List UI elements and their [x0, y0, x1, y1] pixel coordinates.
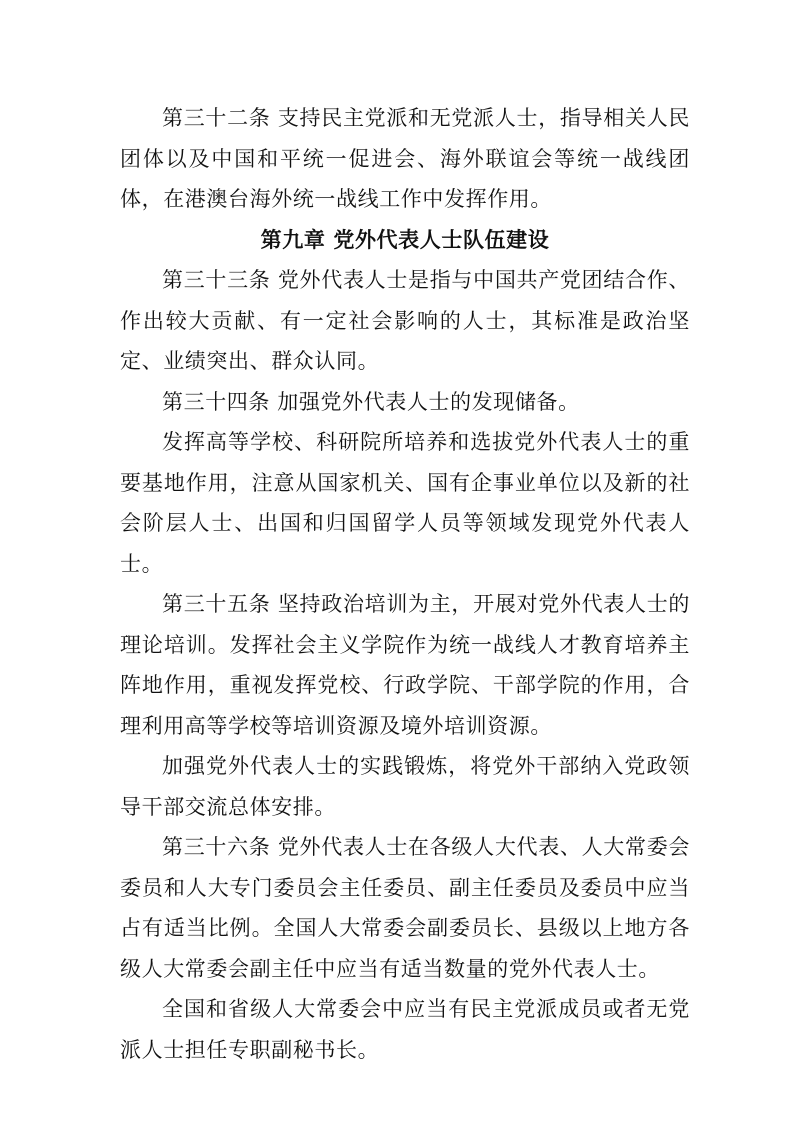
paragraph-article-32: 第三十二条 支持民主党派和无党派人士，指导相关人民团体以及中国和平统一促进会、海外联谊会等统一战线团体，在港澳台海外统一战线工作中发挥作用。	[120, 106, 690, 211]
chapter-heading: 第九章 党外代表人士队伍建设	[260, 227, 550, 252]
paragraph-article-35-detail: 加强党外代表人士的实践锻炼，将党外干部纳入党政领导干部交流总体安排。	[120, 754, 690, 819]
paragraph-article-34-detail: 发挥高等学校、科研院所培养和选拔党外代表人士的重要基地作用，注意从国家机关、国有企事业单位以及新的社会阶层人士、出国和归国留学人员等领域发现党外代表人士。	[120, 430, 690, 576]
paragraph-article-34: 第三十四条 加强党外代表人士的发现储备。	[162, 389, 580, 414]
paragraph-article-35: 第三十五条 坚持政治培训为主，开展对党外代表人士的理论培训。发挥社会主义学院作为统一战线人才教育培养主阵地作用，重视发挥党校、行政学院、干部学院的作用，合理利用高等学校等培训资源及境外培训资源。	[120, 592, 690, 738]
paragraph-article-33: 第三十三条 党外代表人士是指与中国共产党团结合作、作出较大贡献、有一定社会影响的人士，其标准是政治坚定、业绩突出、群众认同。	[120, 268, 690, 373]
document-body	[120, 98, 690, 1070]
paragraph-article-36-detail: 全国和省级人大常委会中应当有民主党派成员或者无党派人士担任专职副秘书长。	[120, 997, 690, 1062]
paragraph-article-36: 第三十六条 党外代表人士在各级人大代表、人大常委会委员和人大专门委员会主任委员、副主任委员及委员中应当占有适当比例。全国人大常委会副委员长、县级以上地方各级人大常委会副主任中应当有适当数量的党外代表人士。	[120, 835, 690, 981]
